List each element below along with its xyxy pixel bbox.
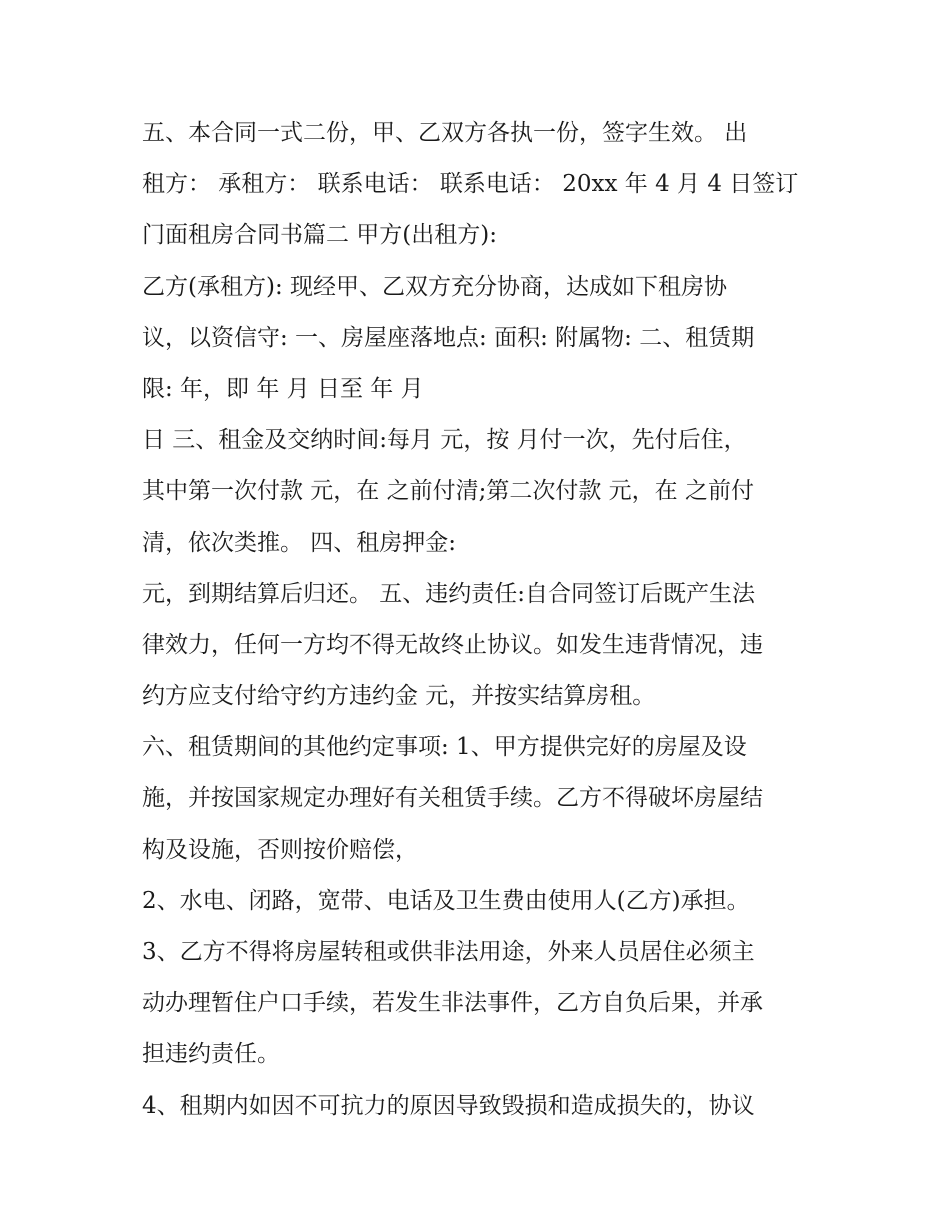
text-line: 动办理暂住户口手续，若发生非法事件，乙方自负后果，并承 <box>142 990 763 1017</box>
text-line: 4、租期内如因不可抗力的原因导致毁损和造成损失的，协议 <box>142 1092 755 1119</box>
text-line: 日 三、租金及交纳时间:每月 元，按 月付一次，先付后住， <box>142 427 747 454</box>
text-line: 约方应支付给守约方违约金 元，并按实结算房租。 <box>142 683 656 710</box>
text-line: 律效力，任何一方均不得无故终止协议。如发生违背情况，违 <box>142 631 763 658</box>
text-line: 施，并按国家规定办理好有关租赁手续。乙方不得破坏房屋结 <box>142 785 763 812</box>
text-line: 六、租赁期间的其他约定事项: 1、甲方提供完好的房屋及设 <box>142 734 747 761</box>
text-line: 限: 年，即 年 月 日至 年 月 <box>142 375 424 402</box>
text-line: 清，依次类推。 四、租房押金: <box>142 529 457 556</box>
text-line: 议，以资信守: 一、房屋座落地点: 面积: 附属物: 二、租赁期 <box>142 324 755 351</box>
contract-text-body <box>142 108 822 1132</box>
text-line: 2、水电、闭路，宽带、电话及卫生费由使用人(乙方)承担。 <box>142 887 750 914</box>
text-line: 乙方(承租方): 现经甲、乙双方充分协商，达成如下租房协 <box>142 273 728 300</box>
text-line: 五、本合同一式二份，甲、乙双方各执一份，签字生效。 出 <box>142 120 748 146</box>
text-line: 担违约责任。 <box>142 1041 280 1068</box>
text-line: 元，到期结算后归还。 五、违约责任:自合同签订后既产生法 <box>142 580 756 607</box>
text-line: 门面租房合同书篇二 甲方(出租方): <box>142 222 498 249</box>
text-line: 租方： 承租方： 联系电话： 联系电话： 20xx 年 4 月 4 日签订 <box>142 171 799 198</box>
text-line: 3、乙方不得将房屋转租或供非法用途，外来人员居住必须主 <box>142 939 755 965</box>
text-line: 构及设施，否则按价赔偿， <box>142 836 418 863</box>
text-line: 其中第一次付款 元，在 之前付清;第二次付款 元，在 之前付 <box>142 478 754 505</box>
